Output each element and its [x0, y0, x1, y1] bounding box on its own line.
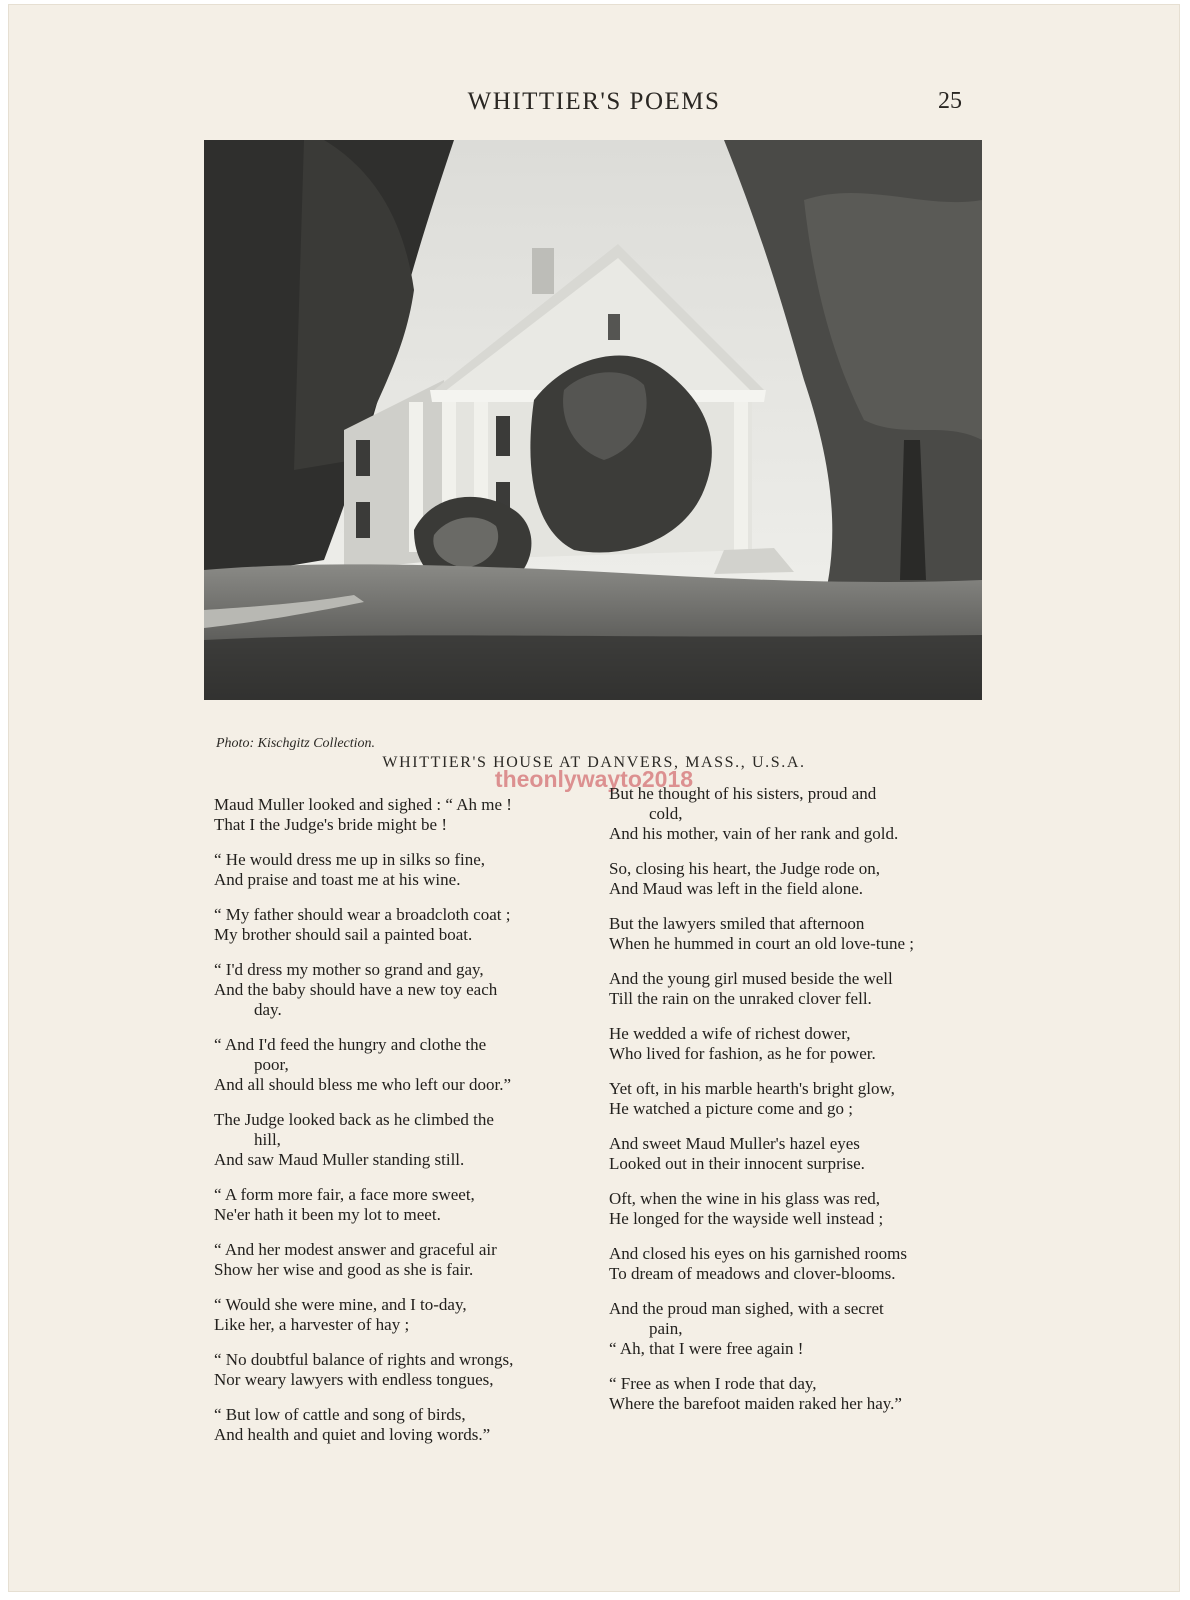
stanza	[609, 784, 1009, 844]
verse-line: And the proud man sighed, with a secret	[609, 1299, 884, 1318]
verse-line: cold,	[649, 804, 683, 823]
verse-line: But he thought of his sisters, proud and	[609, 784, 877, 803]
stanza	[609, 1134, 1009, 1174]
stanza	[214, 1035, 614, 1095]
verse-line: So, closing his heart, the Judge rode on,	[609, 859, 881, 878]
stanza	[214, 905, 614, 945]
poem-column-right	[609, 784, 1009, 1429]
stanza	[214, 1240, 614, 1280]
stanza	[609, 969, 1009, 1009]
verse-line: And the baby should have a new toy each	[214, 980, 498, 999]
verse-line: And sweet Maud Muller's hazel eyes	[609, 1134, 860, 1153]
stanza	[609, 1079, 1009, 1119]
verse-line: hill,	[254, 1130, 281, 1149]
verse-line: “ My father should wear a broadcloth coat ;	[214, 905, 511, 924]
verse-line: To dream of meadows and clover-blooms.	[609, 1264, 896, 1283]
stanza	[609, 914, 1009, 954]
verse-line: And closed his eyes on his garnished rooms	[609, 1244, 907, 1263]
verse-line: “ And I'd feed the hungry and clothe the	[214, 1035, 487, 1054]
verse-line: “ Ah, that I were free again !	[609, 1339, 804, 1358]
verse-line: And all should bless me who left our door.”	[214, 1075, 511, 1094]
running-title: WHITTIER'S POEMS	[467, 88, 721, 115]
stanza	[609, 859, 1009, 899]
verse-line: The Judge looked back as he climbed the	[214, 1110, 494, 1129]
verse-line: He longed for the wayside well instead ;	[609, 1209, 884, 1228]
stanza	[609, 1374, 1009, 1414]
stanza	[609, 1189, 1009, 1229]
verse-line: And praise and toast me at his wine.	[214, 870, 461, 889]
verse-line: That I the Judge's bride might be !	[214, 815, 447, 834]
verse-line: “ Would she were mine, and I to-day,	[214, 1295, 467, 1314]
verse-line: When he hummed in court an old love-tune ;	[609, 934, 914, 953]
verse-line: But the lawyers smiled that afternoon	[609, 914, 865, 933]
verse-line: pain,	[649, 1319, 683, 1338]
verse-line: Who lived for fashion, as he for power.	[609, 1044, 876, 1063]
verse-line: Till the rain on the unraked clover fell.	[609, 989, 872, 1008]
verse-line: Looked out in their innocent surprise.	[609, 1154, 865, 1173]
photo-caption: WHITTIER'S HOUSE AT DANVERS, MASS., U.S.A.	[382, 754, 806, 771]
verse-line: “ I'd dress my mother so grand and gay,	[214, 960, 484, 979]
verse-line: Maud Muller looked and sighed : “ Ah me !	[214, 795, 512, 814]
verse-line: “ He would dress me up in silks so fine,	[214, 850, 486, 869]
verse-line: day.	[254, 1000, 282, 1019]
stanza	[609, 1024, 1009, 1064]
stanza	[214, 1405, 614, 1445]
verse-line: Show her wise and good as she is fair.	[214, 1260, 474, 1279]
verse-line: “ But low of cattle and song of birds,	[214, 1405, 466, 1424]
stanza	[214, 1295, 614, 1335]
house-photograph	[204, 140, 982, 700]
stanza	[214, 850, 614, 890]
verse-line: My brother should sail a painted boat.	[214, 925, 473, 944]
verse-line: “ Free as when I rode that day,	[609, 1374, 817, 1393]
stanza	[214, 1110, 614, 1170]
stanza	[214, 1350, 614, 1390]
verse-line: Nor weary lawyers with endless tongues,	[214, 1370, 494, 1389]
photo-credit: Photo: Kischgitz Collection.	[216, 736, 376, 751]
stanza	[214, 960, 614, 1020]
verse-line: And health and quiet and loving words.”	[214, 1425, 491, 1444]
verse-line: “ A form more fair, a face more sweet,	[214, 1185, 475, 1204]
verse-line: Yet oft, in his marble hearth's bright glow,	[609, 1079, 895, 1098]
verse-line: And Maud was left in the field alone.	[609, 879, 863, 898]
verse-line: And his mother, vain of her rank and gold.	[609, 824, 899, 843]
verse-line: Like her, a harvester of hay ;	[214, 1315, 410, 1334]
verse-line: He watched a picture come and go ;	[609, 1099, 854, 1118]
verse-line: And saw Maud Muller standing still.	[214, 1150, 465, 1169]
stanza	[214, 795, 614, 835]
verse-line: He wedded a wife of richest dower,	[609, 1024, 851, 1043]
watermark-text: theonlywayto2018	[494, 766, 694, 792]
house-photo-illustration	[204, 140, 982, 700]
verse-line: “ And her modest answer and graceful air	[214, 1240, 497, 1259]
verse-line: Where the barefoot maiden raked her hay.”	[609, 1394, 902, 1413]
verse-line: And the young girl mused beside the well	[609, 969, 893, 988]
stanza	[214, 1185, 614, 1225]
verse-line: poor,	[254, 1055, 289, 1074]
verse-line: Ne'er hath it been my lot to meet.	[214, 1205, 441, 1224]
verse-line: “ No doubtful balance of rights and wrongs,	[214, 1350, 514, 1369]
book-page	[8, 4, 1180, 1592]
page-number: 25	[938, 88, 962, 114]
stanza	[609, 1244, 1009, 1284]
stanza	[609, 1299, 1009, 1359]
verse-line: Oft, when the wine in his glass was red,	[609, 1189, 881, 1208]
poem-column-left	[214, 795, 614, 1460]
